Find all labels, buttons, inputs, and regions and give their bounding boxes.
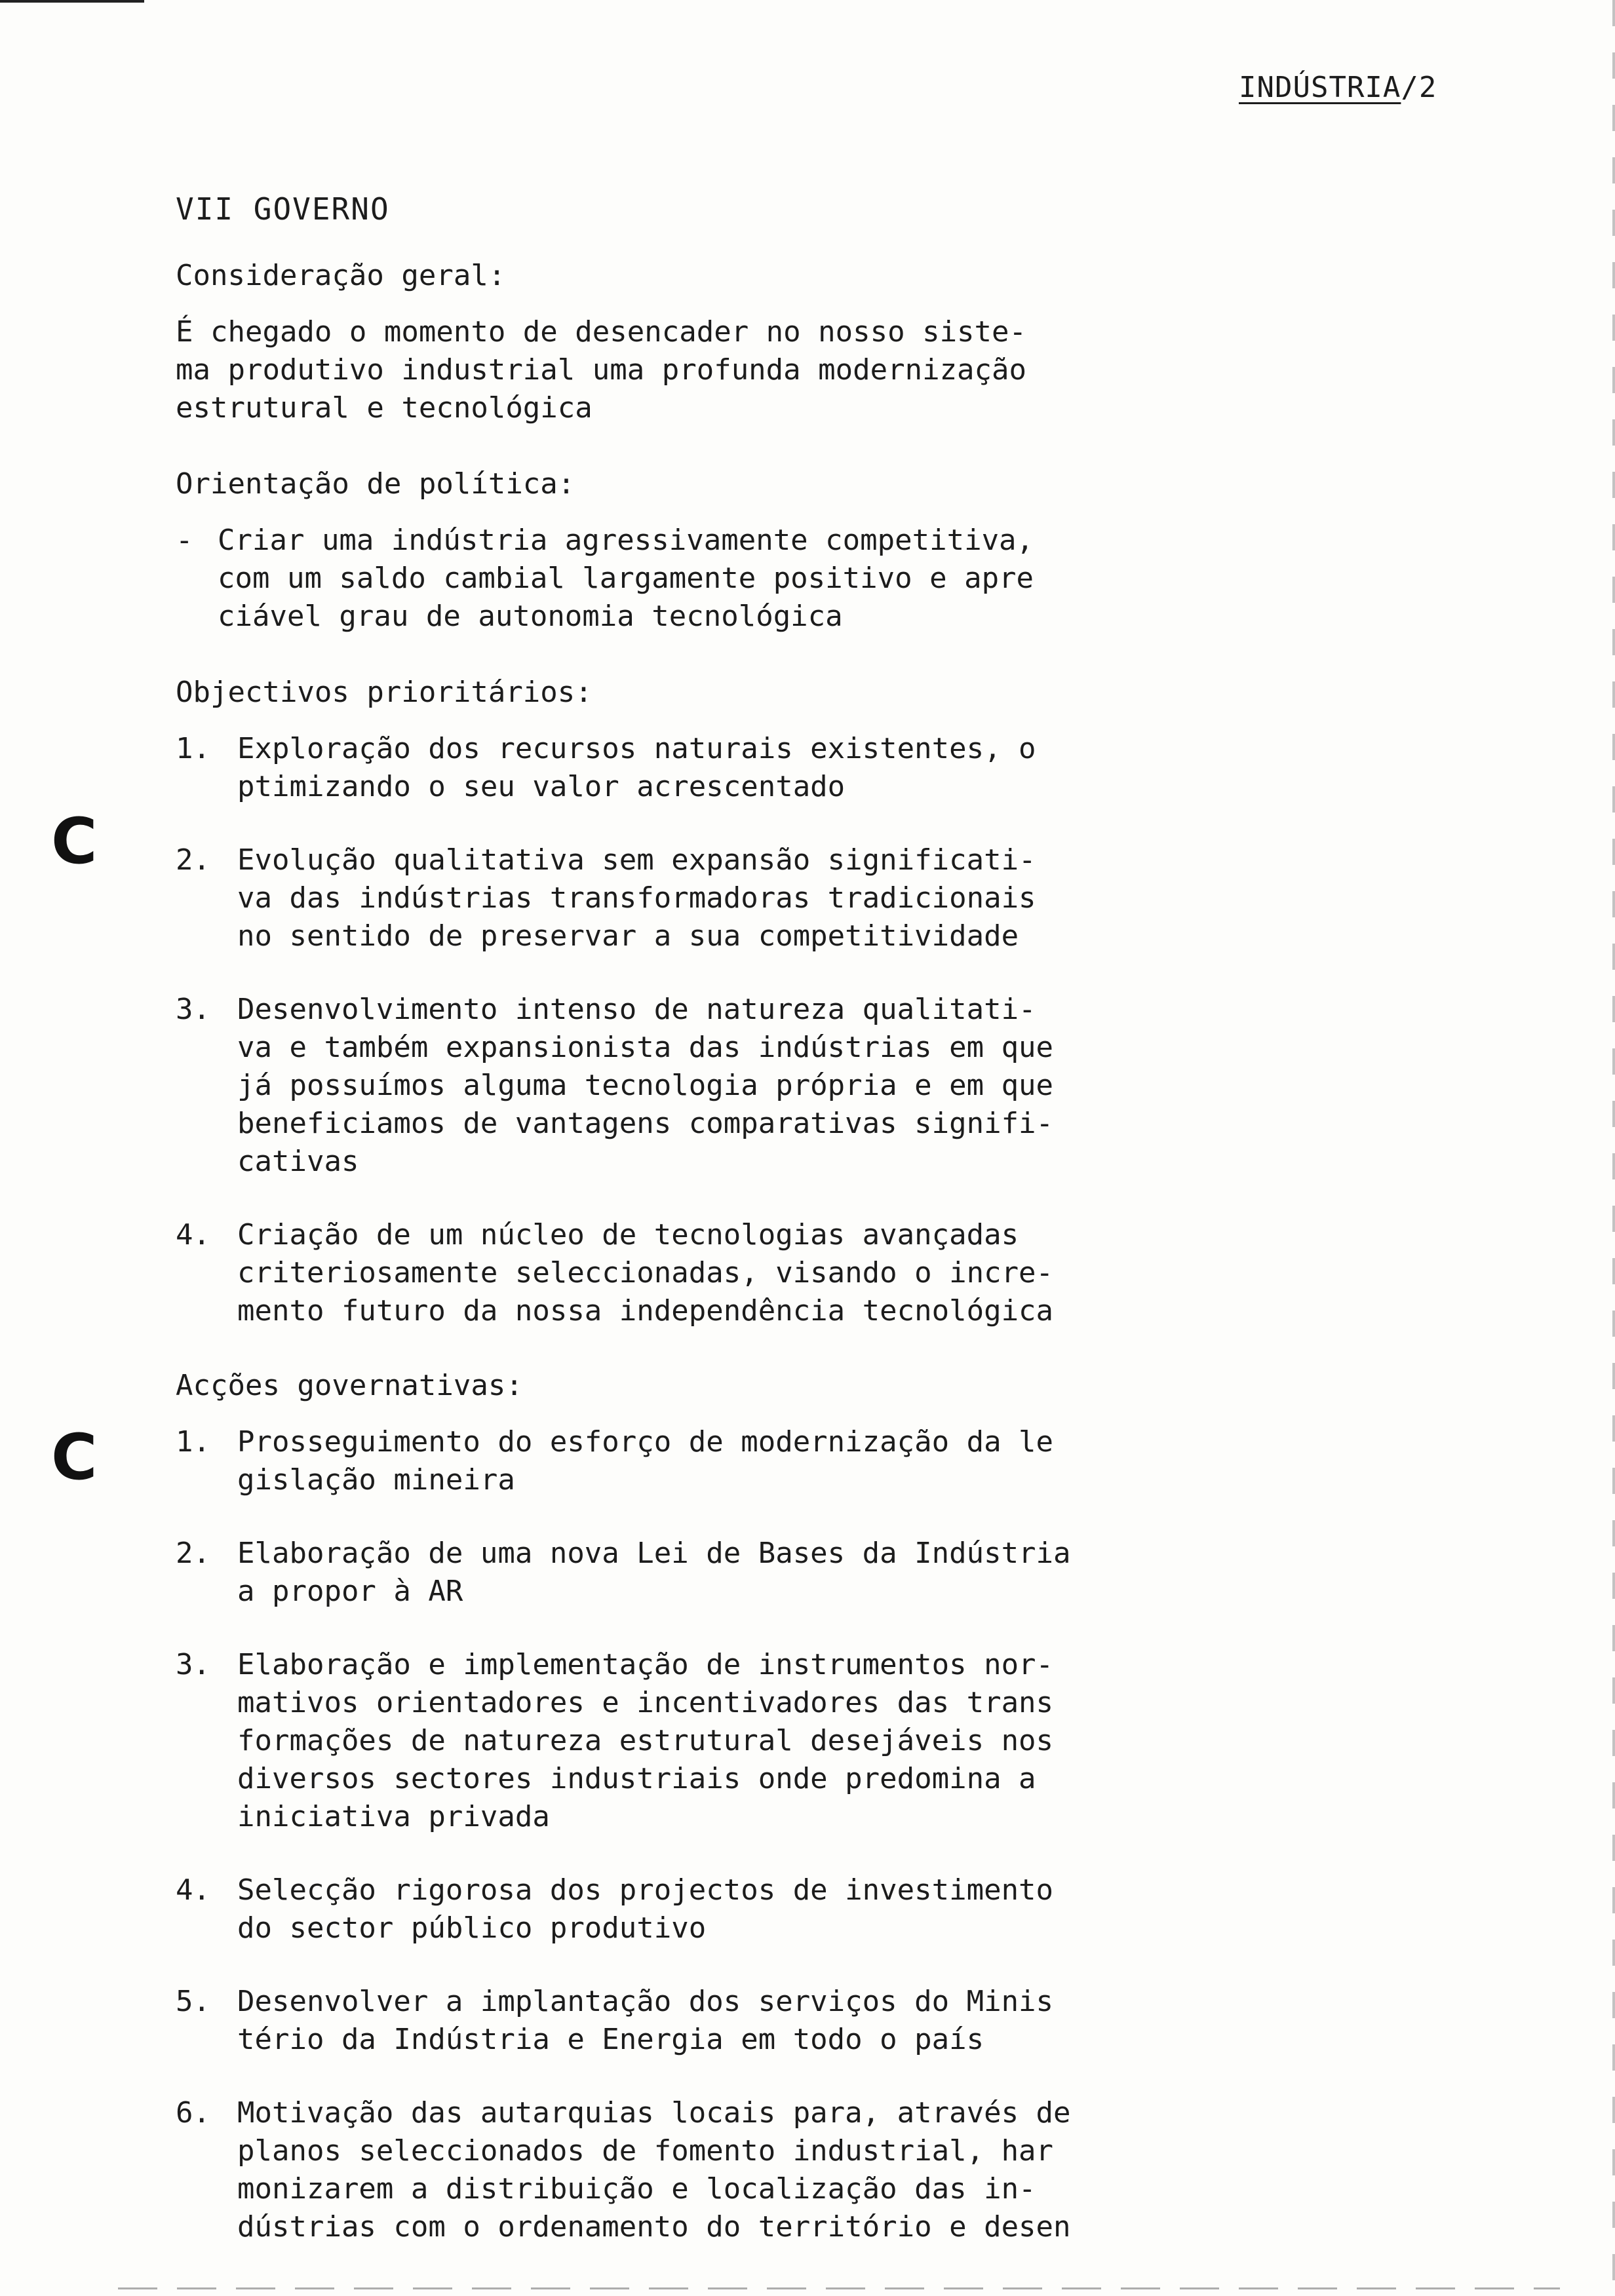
item-line: beneficiamos de vantagens comparativas signifi- bbox=[237, 1107, 1054, 1140]
item-line: tério da Indústria e Energia em todo o país bbox=[237, 2023, 984, 2056]
item-line: cativas bbox=[237, 1145, 359, 1178]
item-line: Selecção rigorosa dos projectos de investimento bbox=[237, 1873, 1054, 1907]
list-item bbox=[176, 1646, 1224, 1836]
paragraph-line: estrutural e tecnológica bbox=[176, 391, 593, 425]
list-item bbox=[176, 991, 1224, 1181]
item-number: 5. bbox=[176, 1985, 210, 2018]
item-line: Criação de um núcleo de tecnologias avançadas bbox=[237, 1218, 1019, 1252]
item-line: no sentido de preservar a sua competitividade bbox=[237, 919, 1019, 953]
item-number: 4. bbox=[176, 1218, 210, 1252]
section-heading-actions: Acções governativas: bbox=[176, 1369, 523, 1402]
item-line: va das indústrias transformadoras tradicionais bbox=[237, 881, 1036, 915]
bottom-edge-rule bbox=[118, 2287, 1560, 2289]
item-line: a propor à AR bbox=[237, 1575, 463, 1608]
list-item bbox=[176, 2094, 1224, 2246]
item-number: 1. bbox=[176, 732, 210, 765]
document-body bbox=[176, 190, 1224, 2283]
item-number: 3. bbox=[176, 993, 210, 1026]
list-item bbox=[176, 730, 1224, 806]
item-line: Elaboração de uma nova Lei de Bases da Indústria bbox=[237, 1537, 1071, 1570]
item-line: Evolução qualitativa sem expansão significati- bbox=[237, 843, 1036, 877]
item-line: Criar uma indústria agressivamente competitiva, bbox=[218, 524, 1034, 557]
item-line: já possuímos alguma tecnologia própria e em que bbox=[237, 1069, 1054, 1102]
paragraph-line: É chegado o momento de desencader no nosso siste- bbox=[176, 315, 1027, 349]
margin-mark-c: C bbox=[51, 1421, 98, 1494]
item-line: formações de natureza estrutural desejáveis nos bbox=[237, 1724, 1054, 1757]
item-line: dústrias com o ordenamento do território e desen bbox=[237, 2210, 1071, 2244]
item-number: 2. bbox=[176, 843, 210, 877]
paragraph-line: ma produtivo industrial uma profunda modernização bbox=[176, 353, 1027, 387]
item-line: Elaboração e implementação de instrumentos nor- bbox=[237, 1648, 1054, 1681]
section-heading-policy: Orientação de política: bbox=[176, 467, 575, 501]
item-number: 1. bbox=[176, 1425, 210, 1459]
item-line: Prosseguimento do esforço de modernização da le bbox=[237, 1425, 1054, 1459]
item-line: do sector público produtivo bbox=[237, 1911, 707, 1945]
item-line: diversos sectores industriais onde predomina a bbox=[237, 1762, 1036, 1795]
item-number: 3. bbox=[176, 1648, 210, 1681]
item-line: com um saldo cambial largamente positivo e apre bbox=[218, 562, 1034, 595]
general-paragraph bbox=[176, 313, 1224, 427]
item-line: Motivação das autarquias locais para, através de bbox=[237, 2096, 1071, 2130]
item-line: Exploração dos recursos naturais existentes, o bbox=[237, 732, 1036, 765]
item-number: 6. bbox=[176, 2096, 210, 2130]
item-line: gislação mineira bbox=[237, 1463, 515, 1497]
section-heading-objectives: Objectivos prioritários: bbox=[176, 676, 593, 709]
list-item bbox=[176, 1423, 1224, 1499]
list-item bbox=[176, 841, 1224, 955]
top-edge-rule bbox=[0, 0, 144, 3]
item-line: ciável grau de autonomia tecnológica bbox=[218, 600, 843, 633]
list-item bbox=[176, 1983, 1224, 2059]
item-line: planos seleccionados de fomento industrial, har bbox=[237, 2134, 1054, 2168]
dash-marker: - bbox=[176, 524, 193, 557]
objectives-list bbox=[176, 730, 1224, 1330]
actions-list bbox=[176, 1423, 1224, 2246]
item-number: 2. bbox=[176, 1537, 210, 1570]
item-line: Desenvolver a implantação dos serviços do Minis bbox=[237, 1985, 1054, 2018]
item-line: iniciativa privada bbox=[237, 1800, 550, 1833]
item-line: va e também expansionista das indústrias em que bbox=[237, 1031, 1054, 1064]
margin-mark-c: C bbox=[51, 805, 98, 878]
list-item bbox=[176, 1216, 1224, 1330]
section-heading-general: Consideração geral: bbox=[176, 259, 506, 292]
item-line: ptimizando o seu valor acrescentado bbox=[237, 770, 846, 803]
item-line: Desenvolvimento intenso de natureza qualitati- bbox=[237, 993, 1036, 1026]
list-item bbox=[176, 1871, 1224, 1947]
policy-item bbox=[176, 522, 1224, 636]
document-title: VII GOVERNO bbox=[176, 191, 390, 227]
item-line: mativos orientadores e incentivadores das trans bbox=[237, 1686, 1054, 1719]
right-edge-mark bbox=[1612, 0, 1615, 2296]
list-item bbox=[176, 1535, 1224, 1611]
header-section-name: INDÚSTRIA bbox=[1239, 71, 1401, 104]
item-line: mento futuro da nossa independência tecnológica bbox=[237, 1294, 1054, 1328]
page-header-tag bbox=[1239, 71, 1437, 104]
header-page-number: /2 bbox=[1401, 71, 1437, 104]
item-line: monizarem a distribuição e localização das in- bbox=[237, 2172, 1036, 2206]
item-line: criteriosamente seleccionadas, visando o incre- bbox=[237, 1256, 1054, 1290]
item-number: 4. bbox=[176, 1873, 210, 1907]
